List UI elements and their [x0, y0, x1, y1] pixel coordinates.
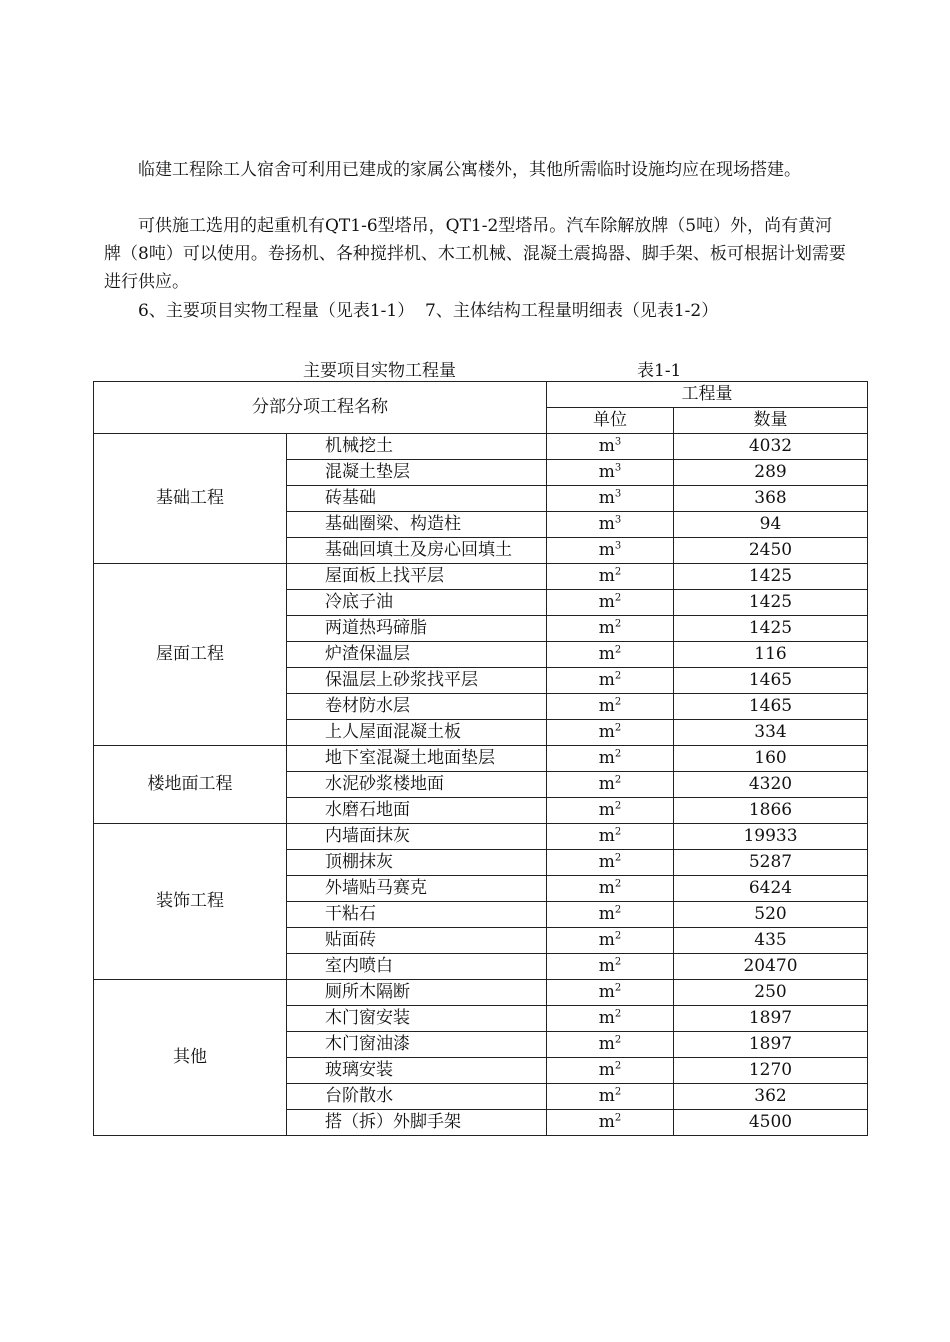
- unit-exponent: 2: [614, 748, 622, 760]
- item-name: 水磨石地面: [287, 798, 547, 824]
- unit-exponent: 2: [614, 800, 622, 812]
- unit-base: m: [598, 644, 615, 664]
- paragraph-equipment: 可供施工选用的起重机有QT1-6型塔吊，QT1-2型塔吊。汽车除解放牌（5吨）外，尚有黄河牌（8吨）可以使用。卷扬机、各种搅拌机、木工机械、混凝土震捣器、脚手架、板可根据计划需要进行供应。: [104, 216, 846, 292]
- item-name: 上人屋面混凝土板: [287, 720, 547, 746]
- item-unit: [547, 928, 674, 954]
- item-unit: [547, 616, 674, 642]
- item-unit: [547, 954, 674, 980]
- unit-exponent: 2: [614, 878, 622, 890]
- unit-base: m: [598, 956, 615, 976]
- group-name: 楼地面工程: [94, 746, 287, 824]
- item-quantity: 19933: [674, 824, 868, 850]
- item-name: 卷材防水层: [287, 694, 547, 720]
- item-name: 贴面砖: [287, 928, 547, 954]
- item-quantity: 289: [674, 460, 868, 486]
- unit-exponent: 3: [614, 462, 622, 474]
- unit-exponent: 2: [614, 930, 622, 942]
- unit-exponent: 2: [614, 1060, 622, 1072]
- unit-base: m: [598, 1008, 615, 1028]
- unit-base: m: [598, 488, 615, 508]
- item-name: 机械挖土: [287, 434, 547, 460]
- item-unit: [547, 876, 674, 902]
- item-name: 厕所木隔断: [287, 980, 547, 1006]
- item-unit: [547, 642, 674, 668]
- table-number: 表1-1: [637, 361, 682, 381]
- unit-exponent: 3: [614, 488, 622, 500]
- table-row: [94, 746, 868, 772]
- item-name: 屋面板上找平层: [287, 564, 547, 590]
- item-unit: [547, 746, 674, 772]
- unit-exponent: 3: [614, 514, 622, 526]
- item-unit: [547, 798, 674, 824]
- unit-base: m: [598, 1112, 615, 1132]
- item-quantity: 250: [674, 980, 868, 1006]
- item-name: 混凝土垫层: [287, 460, 547, 486]
- unit-base: m: [598, 1086, 615, 1106]
- item-name: 玻璃安装: [287, 1058, 547, 1084]
- unit-exponent: 2: [614, 826, 622, 838]
- item-name: 地下室混凝土地面垫层: [287, 746, 547, 772]
- item-quantity: 1897: [674, 1006, 868, 1032]
- item-quantity: 1270: [674, 1058, 868, 1084]
- item-unit: [547, 668, 674, 694]
- unit-exponent: 2: [614, 1086, 622, 1098]
- item-unit: [547, 902, 674, 928]
- item-unit: [547, 1058, 674, 1084]
- item-quantity: 1425: [674, 616, 868, 642]
- item-name: 水泥砂浆楼地面: [287, 772, 547, 798]
- unit-exponent: 2: [614, 774, 622, 786]
- unit-base: m: [598, 462, 615, 482]
- unit-exponent: 2: [614, 1008, 622, 1020]
- paragraph-temporary-facilities: 临建工程除工人宿舍可利用已建成的家属公寓楼外，其他所需临时设施均应在现场搭建。: [138, 160, 801, 180]
- item-name: 基础圈梁、构造柱: [287, 512, 547, 538]
- item-unit: [547, 1084, 674, 1110]
- group-name: 其他: [94, 980, 287, 1136]
- item-name: 冷底子油: [287, 590, 547, 616]
- item-quantity: 4320: [674, 772, 868, 798]
- unit-exponent: 2: [614, 722, 622, 734]
- item-name: 砖基础: [287, 486, 547, 512]
- item-quantity: 1425: [674, 590, 868, 616]
- unit-exponent: 2: [614, 670, 622, 682]
- unit-base: m: [598, 800, 615, 820]
- unit-exponent: 2: [614, 566, 622, 578]
- unit-exponent: 2: [614, 852, 622, 864]
- item-quantity: 160: [674, 746, 868, 772]
- quantity-table: [93, 381, 868, 1136]
- unit-base: m: [598, 982, 615, 1002]
- table-caption: 主要项目实物工程量: [303, 361, 456, 381]
- item-quantity: 5287: [674, 850, 868, 876]
- item-name: 室内喷白: [287, 954, 547, 980]
- group-name: 装饰工程: [94, 824, 287, 980]
- item-name: 内墙面抹灰: [287, 824, 547, 850]
- table-row: [94, 564, 868, 590]
- item-name: 干粘石: [287, 902, 547, 928]
- unit-exponent: 2: [614, 904, 622, 916]
- item-quantity: 334: [674, 720, 868, 746]
- unit-base: m: [598, 904, 615, 924]
- quantity-table-body: [94, 382, 868, 1136]
- item-quantity: 20470: [674, 954, 868, 980]
- item-quantity: 1465: [674, 668, 868, 694]
- item-unit: [547, 850, 674, 876]
- header-unit: 单位: [547, 408, 674, 434]
- item-unit: [547, 1006, 674, 1032]
- item-quantity: 6424: [674, 876, 868, 902]
- unit-exponent: 2: [614, 696, 622, 708]
- item-quantity: 435: [674, 928, 868, 954]
- item-unit: [547, 824, 674, 850]
- unit-base: m: [598, 618, 615, 638]
- item-quantity: 94: [674, 512, 868, 538]
- item-quantity: 4032: [674, 434, 868, 460]
- item-name: 顶棚抹灰: [287, 850, 547, 876]
- item-unit: [547, 486, 674, 512]
- item-name: 搭（拆）外脚手架: [287, 1110, 547, 1136]
- item-unit: [547, 564, 674, 590]
- item-unit: [547, 980, 674, 1006]
- item-unit: [547, 694, 674, 720]
- table-header-row: [94, 382, 868, 408]
- item-unit: [547, 720, 674, 746]
- unit-exponent: 2: [614, 1112, 622, 1124]
- item-quantity: 2450: [674, 538, 868, 564]
- item-name: 两道热玛碲脂: [287, 616, 547, 642]
- unit-exponent: 2: [614, 1034, 622, 1046]
- item-quantity: 1465: [674, 694, 868, 720]
- table-row: [94, 824, 868, 850]
- header-amount: 数量: [674, 408, 868, 434]
- unit-base: m: [598, 540, 615, 560]
- unit-exponent: 3: [614, 540, 622, 552]
- item-unit: [547, 512, 674, 538]
- unit-exponent: 2: [614, 592, 622, 604]
- item-name: 外墙贴马赛克: [287, 876, 547, 902]
- item-unit: [547, 1110, 674, 1136]
- unit-base: m: [598, 930, 615, 950]
- unit-exponent: 2: [614, 644, 622, 656]
- unit-base: m: [598, 852, 615, 872]
- item-name: 台阶散水: [287, 1084, 547, 1110]
- unit-base: m: [598, 1034, 615, 1054]
- unit-base: m: [598, 748, 615, 768]
- item-name: 保温层上砂浆找平层: [287, 668, 547, 694]
- group-name: 屋面工程: [94, 564, 287, 746]
- table-row: [94, 980, 868, 1006]
- unit-exponent: 3: [614, 436, 622, 448]
- unit-base: m: [598, 826, 615, 846]
- item-name: 木门窗安装: [287, 1006, 547, 1032]
- unit-base: m: [598, 566, 615, 586]
- unit-exponent: 2: [614, 982, 622, 994]
- paragraph-table-references: 6、主要项目实物工程量（见表1-1） 7、主体结构工程量明细表（见表1-2）: [138, 301, 719, 321]
- item-quantity: 362: [674, 1084, 868, 1110]
- item-quantity: 1425: [674, 564, 868, 590]
- unit-base: m: [598, 722, 615, 742]
- item-unit: [547, 460, 674, 486]
- table-row: [94, 434, 868, 460]
- item-quantity: 368: [674, 486, 868, 512]
- item-unit: [547, 772, 674, 798]
- item-name: 基础回填土及房心回填土: [287, 538, 547, 564]
- header-quantity-group: 工程量: [547, 382, 868, 408]
- unit-base: m: [598, 670, 615, 690]
- header-name: 分部分项工程名称: [94, 382, 547, 434]
- unit-exponent: 2: [614, 956, 622, 968]
- group-name: 基础工程: [94, 434, 287, 564]
- unit-exponent: 2: [614, 618, 622, 630]
- unit-base: m: [598, 1060, 615, 1080]
- item-quantity: 1866: [674, 798, 868, 824]
- item-quantity: 4500: [674, 1110, 868, 1136]
- item-quantity: 520: [674, 902, 868, 928]
- unit-base: m: [598, 696, 615, 716]
- item-quantity: 116: [674, 642, 868, 668]
- unit-base: m: [598, 436, 615, 456]
- item-name: 木门窗油漆: [287, 1032, 547, 1058]
- unit-base: m: [598, 592, 615, 612]
- unit-base: m: [598, 514, 615, 534]
- item-unit: [547, 1032, 674, 1058]
- item-unit: [547, 538, 674, 564]
- unit-base: m: [598, 878, 615, 898]
- item-unit: [547, 434, 674, 460]
- item-unit: [547, 590, 674, 616]
- item-name: 炉渣保温层: [287, 642, 547, 668]
- unit-base: m: [598, 774, 615, 794]
- item-quantity: 1897: [674, 1032, 868, 1058]
